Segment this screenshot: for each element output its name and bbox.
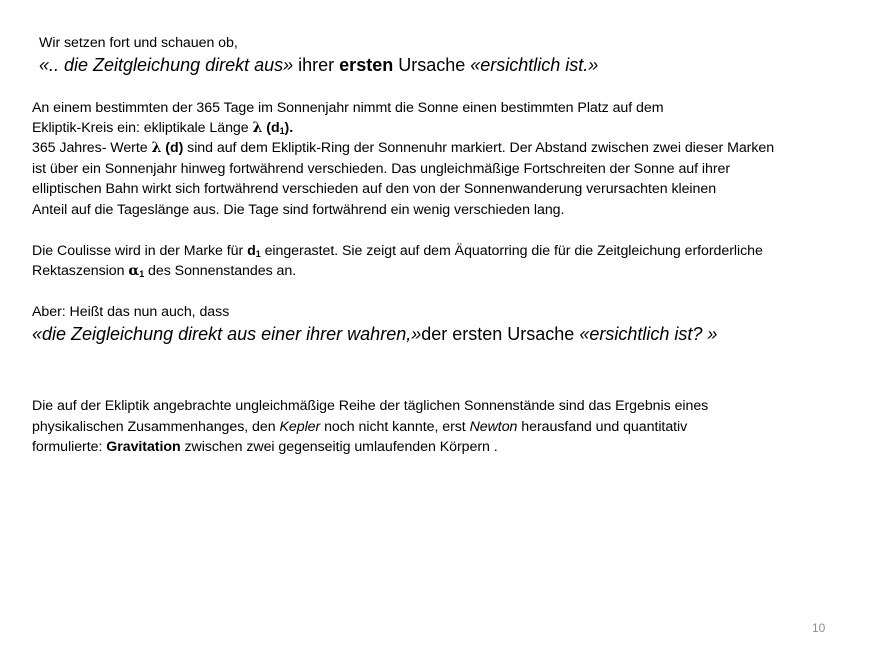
paragraph-line xyxy=(32,439,498,455)
question-heading xyxy=(32,324,717,345)
text-run: Die Coulisse wird in der Marke für xyxy=(32,243,248,259)
text-run: des Sonnenstandes an. xyxy=(144,263,297,279)
paragraph-line: ist über ein Sonnenjahr hinweg fortwährend verschieden. Das ungleichmäßige Fortschreiten der Sonne auf ihrer xyxy=(32,161,731,177)
text-run: Kepler xyxy=(279,419,321,435)
text-run: Rektaszension xyxy=(32,263,129,279)
text-run: (d) xyxy=(161,140,184,156)
text-run: d xyxy=(247,243,256,259)
text-run: Ekliptik-Kreis ein: ekliptikale Länge xyxy=(32,120,253,136)
alpha-symbol: α xyxy=(128,263,140,279)
quote-part: «ersichtlich ist.» xyxy=(470,55,599,75)
paragraph-line: Aber: Heißt das nun auch, dass xyxy=(32,304,230,320)
paragraph-line xyxy=(32,263,296,279)
text-run: physikalischen Zusammenhanges, den xyxy=(32,419,280,435)
paragraph-line: Die auf der Ekliptik angebrachte ungleichmäßige Reihe der täglichen Sonnenstände sind das Ergebnis eines xyxy=(32,398,709,414)
quote-part: der ersten Ursache xyxy=(421,324,580,344)
subscript: 1 xyxy=(279,126,285,136)
quote-part: Ursache xyxy=(393,55,471,75)
text-run: noch nicht kannte, erst xyxy=(320,419,470,435)
text-run: Gravitation xyxy=(106,439,181,455)
paragraph-line: An einem bestimmten der 365 Tage im Sonnenjahr nimmt die Sonne einen bestimmten Platz auf dem xyxy=(32,100,664,116)
text-run: formulierte: xyxy=(32,439,107,455)
text-run: herausfand und quantitativ xyxy=(517,419,688,435)
text-run: Newton xyxy=(469,419,518,435)
text-run: sind auf dem Ekliptik-Ring der Sonnenuhr markiert. Der Abstand zwischen zwei dieser Marken xyxy=(183,140,775,156)
paragraph-line: elliptischen Bahn wirkt sich fortwährend verschieden auf den von der Sonnenwanderung verursachten kleinen xyxy=(32,181,717,197)
quote-part: ihrer xyxy=(293,55,340,75)
paragraph-line xyxy=(32,419,687,435)
quote-emphasis: ersten xyxy=(339,55,394,75)
paragraph-line: Anteil auf die Tageslänge aus. Die Tage sind fortwährend ein wenig verschieden lang. xyxy=(32,202,565,218)
page-number: 10 xyxy=(812,621,826,635)
text-run: 365 Jahres- Werte xyxy=(32,140,152,156)
quote-heading xyxy=(39,55,598,76)
paragraph-line xyxy=(32,243,763,259)
lambda-symbol: λ xyxy=(151,140,162,156)
subscript: 1 xyxy=(139,269,145,279)
quote-part: «die Zeigleichung direkt aus einer ihrer wahren,» xyxy=(32,324,422,344)
quote-part: «ersichtlich ist? » xyxy=(579,324,718,344)
lambda-symbol: λ xyxy=(252,120,263,136)
quote-part: «.. die Zeitgleichung direkt aus» xyxy=(39,55,294,75)
text-run: zwischen zwei gegenseitig umlaufenden Körpern . xyxy=(180,439,498,455)
paragraph-line xyxy=(32,120,293,136)
subscript: 1 xyxy=(255,249,261,259)
paragraph-line xyxy=(32,140,774,156)
text-run: (d xyxy=(262,120,280,136)
text-run: eingerastet. Sie zeigt auf dem Äquatorring die für die Zeitgleichung erforderliche xyxy=(260,243,763,259)
intro-line: Wir setzen fort und schauen ob, xyxy=(39,35,238,51)
text-run: ). xyxy=(284,120,294,136)
